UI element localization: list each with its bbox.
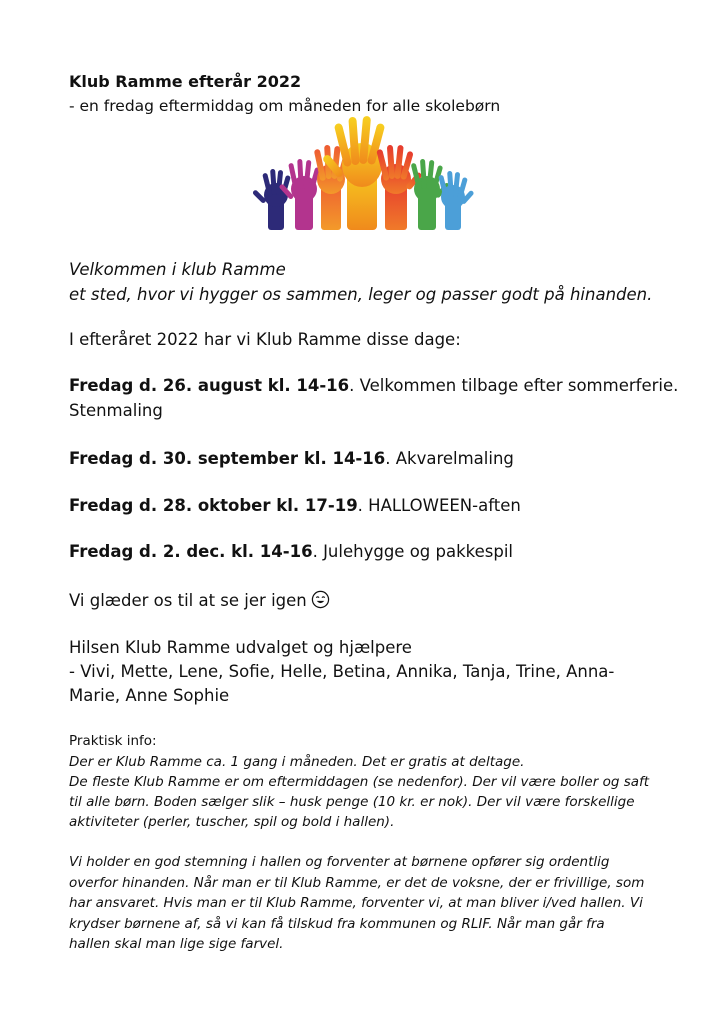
practical-heading: Praktisk info: — [69, 733, 157, 749]
event-1-desc-2: Stenmaling — [69, 401, 163, 420]
event-1 — [69, 376, 678, 395]
document-subtitle: - en fredag eftermiddag om måneden for alle skolebørn — [69, 97, 501, 115]
welcome-line-1: Velkommen i klub Ramme — [69, 260, 286, 279]
welcome-line-2: et sted, hvor vi hygger os sammen, leger og passer godt på hinanden. — [69, 285, 653, 304]
raised-hands-image — [235, 115, 490, 230]
practical-line: krydser børnene af, så vi kan få tilskud fra kommunen og RLIF. Når man går fra — [69, 916, 605, 932]
practical-line: til alle børn. Boden sælger slik – husk penge (10 kr. er nok). Der vil være forskellige — [69, 794, 635, 810]
event-3-desc: . HALLOWEEN-aften — [357, 496, 521, 515]
event-3 — [69, 496, 521, 515]
hand-light-blue — [438, 171, 474, 230]
practical-line: De fleste Klub Ramme er om eftermiddagen (se nedenfor). Der vil være boller og saft — [69, 774, 650, 790]
practical-line: har ansvaret. Hvis man er til Klub Ramme, forventer vi, at man bliver i/ved hallen. Vi — [69, 895, 643, 911]
practical-line: hallen skal man lige sige farvel. — [69, 936, 284, 952]
hand-dark-blue — [252, 169, 291, 230]
event-2-desc: . Akvarelmaling — [385, 449, 514, 468]
winking-smiley-icon — [311, 590, 330, 609]
event-4 — [69, 542, 513, 561]
event-3-date: Fredag d. 28. oktober kl. 17-19 — [69, 496, 358, 515]
greeting-line-3: Marie, Anne Sophie — [69, 686, 230, 705]
greeting-line-2: - Vivi, Mette, Lene, Sofie, Helle, Betina, Annika, Tanja, Trine, Anna- — [69, 662, 615, 681]
event-1-date: Fredag d. 26. august kl. 14-16 — [69, 376, 350, 395]
event-4-desc: . Julehygge og pakkespil — [312, 542, 514, 561]
event-4-date: Fredag d. 2. dec. kl. 14-16 — [69, 542, 313, 561]
practical-line: overfor hinanden. Når man er til Klub Ramme, er det de voksne, der er frivillige, som — [69, 875, 645, 891]
practical-line: Vi holder en god stemning i hallen og forventer at børnene opfører sig ordentlig — [69, 854, 610, 870]
intro-text: I efteråret 2022 har vi Klub Ramme disse dage: — [69, 330, 461, 349]
document-title: Klub Ramme efterår 2022 — [69, 72, 302, 91]
event-2-date: Fredag d. 30. september kl. 14-16 — [69, 449, 386, 468]
closing-text: Vi glæder os til at se jer igen — [69, 591, 307, 610]
event-1-desc: . Velkommen tilbage efter sommerferie. — [349, 376, 679, 395]
practical-line: Der er Klub Ramme ca. 1 gang i måneden. Det er gratis at deltage. — [69, 754, 525, 770]
event-2 — [69, 449, 514, 468]
greeting-line-1: Hilsen Klub Ramme udvalget og hjælpere — [69, 638, 412, 657]
closing-line — [69, 590, 330, 610]
practical-line: aktiviteter (perler, tuscher, spil og bold i hallen). — [69, 814, 395, 830]
